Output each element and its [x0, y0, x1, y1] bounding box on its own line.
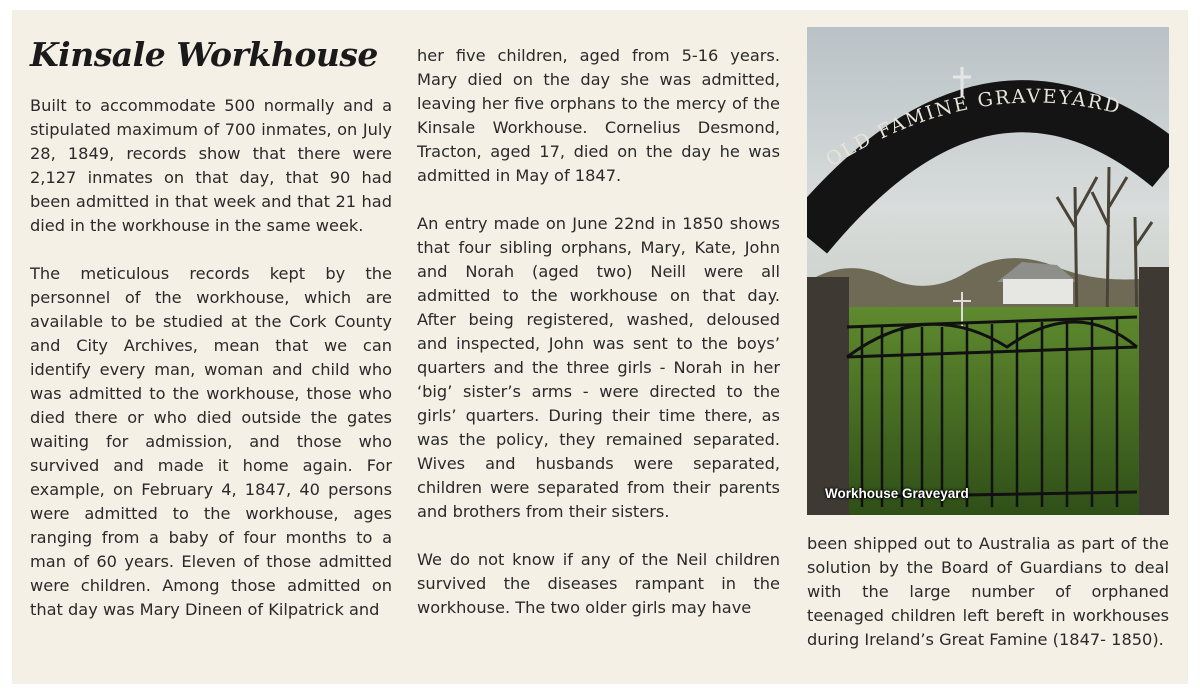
photo-caption: Workhouse Graveyard — [825, 486, 969, 501]
column-3 — [807, 532, 1169, 652]
article-title: Kinsale Workhouse — [30, 35, 378, 74]
arch-sign-text: OLD FAMINE GRAVEYARD — [822, 85, 1124, 172]
paragraph: We do not know if any of the Neil children survived the diseases rampant in the workhouse. The two older girls may have — [417, 550, 780, 617]
article-panel — [12, 10, 1188, 684]
paragraph: been shipped out to Australia as part of the solution by the Board of Guardians to deal with the large number of orphaned teenaged children left bereft in workhouses during Ireland’s Great Famine (1847- 1850). — [807, 534, 1169, 649]
paragraph: Built to accommodate 500 normally and a stipulated maximum of 700 inmates, on July 28, 1849, records show that there were 2,127 inmates on that day, that 90 had been admitted in that week and that 21 had died in the workhouse in the same week. — [30, 96, 392, 235]
graveyard-photo — [807, 27, 1169, 515]
paragraph: her five children, aged from 5-16 years. Mary died on the day she was admitted, leaving her five orphans to the mercy of the Kinsale Workhouse. Cornelius Desmond, Tracton, aged 17, died on the day he was admitted in May of 1847. — [417, 46, 780, 185]
column-1 — [30, 35, 392, 622]
paragraph: An entry made on June 22nd in 1850 shows that four sibling orphans, Mary, Kate, John and Norah (aged two) Neill were all admitted to the workhouse on that day. After being registered, washed, deloused and inspected, John was sent to the boys’ quarters and the three girls - Norah in her ‘big’ sister’s arms - were directed to the girls’ quarters. During their time there, as was the policy, they remained separated. Wives and husbands were separated, children were separated from their parents and brothers from their sisters. — [417, 214, 780, 521]
column-2 — [417, 44, 780, 620]
paragraph: The meticulous records kept by the personnel of the workhouse, which are available to be studied at the Cork County and City Archives, mean that we can identify every man, woman and child who was admitted to the workhouse, those who died there or who died outside the gates waiting for admission, and those who survived and made it home again. For example, on February 4, 1847, 40 persons were admitted to the workhouse, ages ranging from a baby of four months to a man of 60 years. Eleven of those admitted were children. Among those admitted on that day was Mary Dineen of Kilpatrick and — [30, 264, 392, 619]
